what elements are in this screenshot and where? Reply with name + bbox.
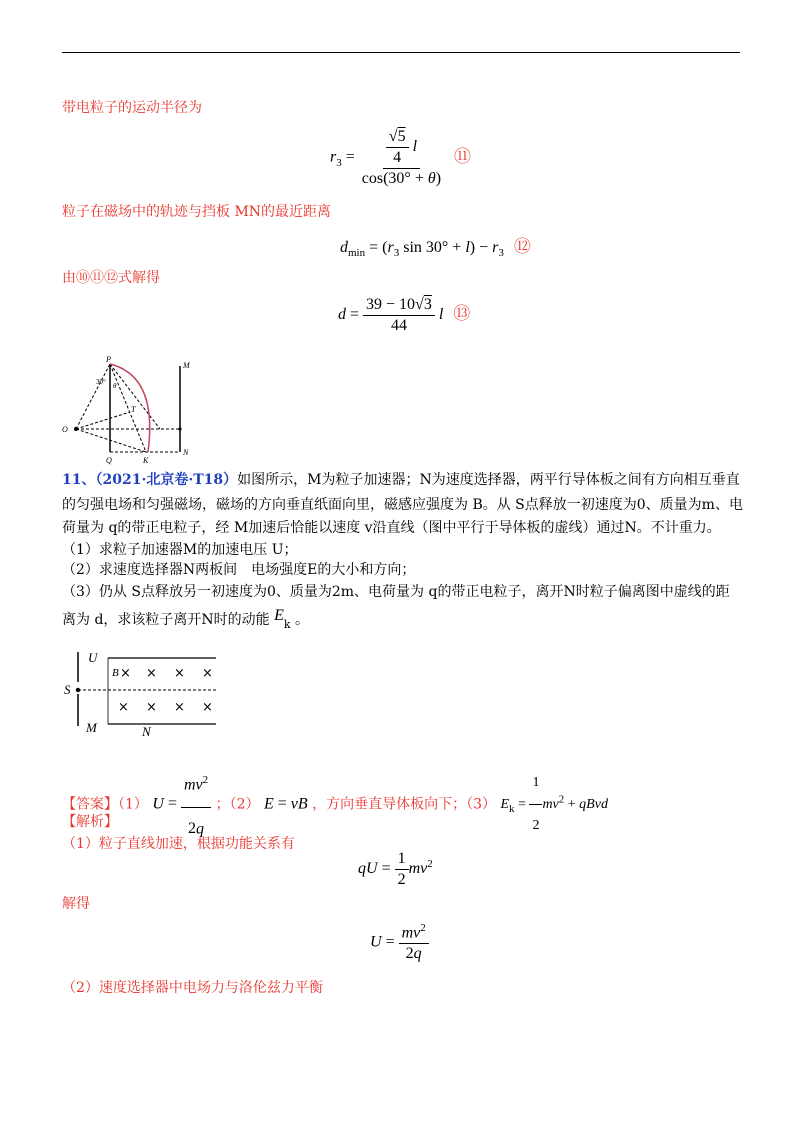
question-11-label: 11、（2021·北京卷·T18）: [62, 472, 238, 488]
label-P: P: [106, 355, 111, 364]
label-T: T: [131, 405, 136, 414]
answer-part1: （1）: [118, 796, 148, 813]
question-11-text-1: 如图所示，M为粒子加速器；N为速度选择器，两平行导体板之间有方向相互垂直: [237, 472, 740, 488]
label-K: K: [143, 456, 149, 465]
label-M: M: [183, 361, 190, 370]
analysis-step2: （2）速度选择器中电场力与洛伦兹力平衡: [62, 980, 323, 996]
label-Q: Q: [106, 456, 112, 465]
question-11-sub2: （2）求速度选择器N两板间 电场强度E的大小和方向；: [62, 562, 416, 578]
analysis-step1: （1）粒子直线加速，根据功能关系有: [62, 836, 295, 852]
equation-12: $d_{min} = (r_3$ $\sin 30^\circ + l) - r_3$ ⑫: [340, 237, 531, 260]
equation-voltage: U = $\frac{mv^2}{2q}$: [370, 922, 429, 963]
equation-11-mark: ⑪: [454, 146, 472, 167]
nearest-distance-intro: 粒子在磁场中的轨迹与挡板 MN的最近距离: [62, 204, 332, 220]
equation-11: $r_3$ = $\frac{√5}{4}$ l cos(30° + θ) ⑪: [330, 128, 472, 187]
question-11-sub3b-text: 离为 d，求该粒子离开N时的动能: [62, 612, 270, 628]
trajectory-figure: [62, 354, 212, 466]
cross: ×: [202, 700, 213, 715]
answer-eq1: U = $\frac{mv^2}{2q}$: [152, 795, 211, 812]
question-11-sub3b: 离为 d，求该粒子离开N时的动能 $E_k$ 。: [62, 607, 310, 631]
cross: ×: [146, 700, 157, 715]
cross: ×: [174, 700, 185, 715]
answer-label: 【答案】: [62, 796, 118, 813]
label-angle: 30°: [96, 378, 106, 386]
answer-part2: ；（2）: [215, 796, 260, 813]
cross: ×: [202, 666, 213, 681]
equation-energy: qU = $\frac{1}{2}$ $mv^2$: [358, 850, 433, 888]
accelerator-selector-figure: [62, 648, 222, 738]
question-11-sub3-end: 。: [295, 612, 310, 628]
cross: ×: [118, 700, 129, 715]
answer-eq3: $E_k$ = $\frac{1}{2}$ $mv^2$ + qBvd: [500, 797, 607, 812]
radius-intro: 带电粒子的运动半径为: [62, 100, 202, 116]
equation-13: d = $\frac{39 - 10√3}{44}$ l ⑬: [338, 296, 471, 334]
cross: ×: [120, 666, 131, 681]
label-theta: θ: [113, 382, 117, 390]
label-O: O: [62, 425, 68, 434]
question-11-line3: 荷量为 q的带正电粒子，经 M加速后恰能以速度 v沿直线（图中平行于导体板的虚线）通过N。不计重力。: [62, 520, 721, 536]
equation-12-mark: ⑫: [513, 237, 531, 257]
label-B: B: [112, 667, 119, 679]
analysis-solve: 解得: [62, 896, 90, 912]
equation-13-mark: ⑬: [453, 304, 471, 325]
label-S: S: [64, 682, 71, 697]
label-N: N: [183, 448, 189, 457]
answer-part3: ，方向垂直导体板向下；（3）: [312, 796, 497, 813]
question-11-line2: 的匀强电场和匀强磁场，磁场的方向垂直纸面向里，磁感应强度为 B。从 S点释放一初速度为0、质量为m、电: [62, 497, 743, 513]
label-N2: N: [142, 724, 151, 738]
answer-eq2: E = vB: [263, 795, 308, 813]
question-11-sub1: （1）求粒子加速器M的加速电压 U；: [62, 542, 298, 558]
question-11-line1: [62, 470, 740, 490]
analysis-label: 【解析】: [62, 814, 118, 830]
figure-lines: [76, 364, 180, 452]
header-rule: [62, 52, 740, 53]
question-11-sub3a: （3）仍从 S点释放另一初速度为0、质量为2m、电荷量为 q的带正电粒子，离开N时粒子偏离图中虚线的距: [62, 584, 730, 600]
solve-intro: 由⑩⑪⑫式解得: [62, 270, 160, 286]
cross: ×: [174, 666, 185, 681]
label-U: U: [88, 650, 98, 665]
cross: ×: [146, 666, 157, 681]
label-M2: M: [86, 720, 97, 735]
